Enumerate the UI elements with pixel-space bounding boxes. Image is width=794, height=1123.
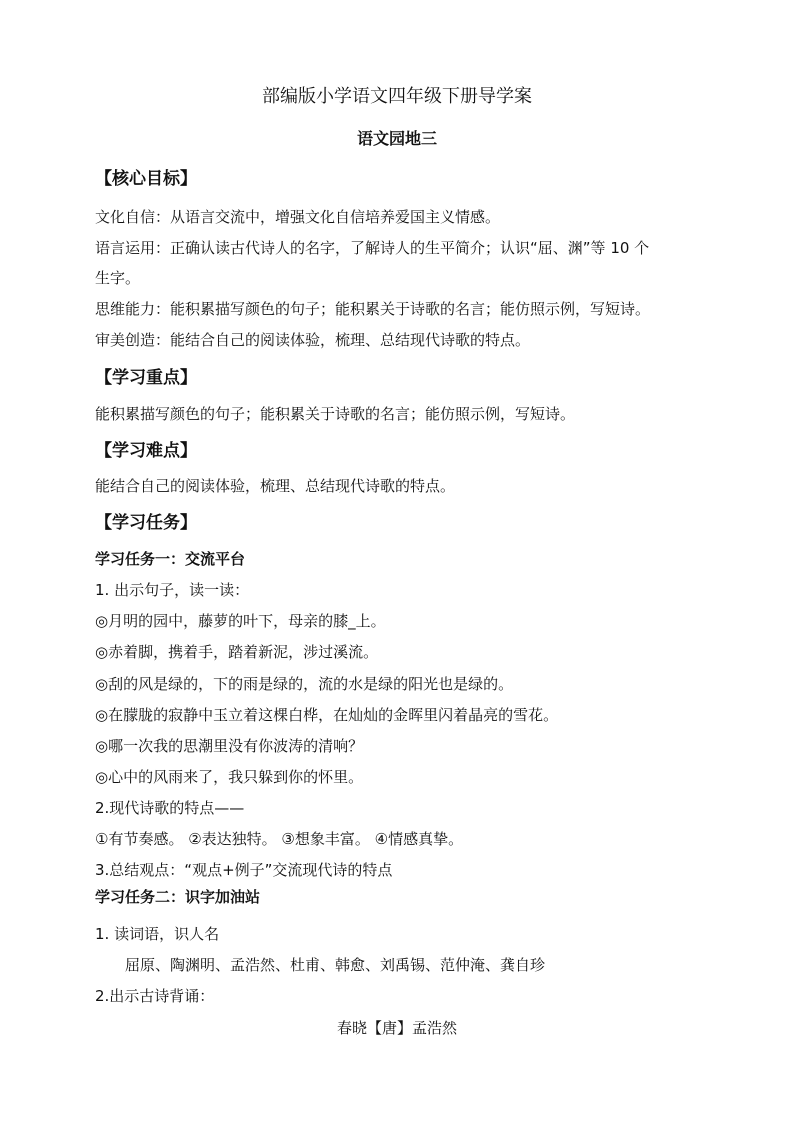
tasks-heading: 【学习任务】 xyxy=(95,513,197,533)
focus-heading: 【学习重点】 xyxy=(95,368,197,388)
task1-line: 1. 出示句子，读一读： xyxy=(95,581,250,599)
task1-line: ◎哪一次我的思潮里没有你波涛的清响？ xyxy=(95,737,364,755)
focus-text: 能积累描写颜色的句子；能积累关于诗歌的名言；能仿照示例，写短诗。 xyxy=(95,405,576,423)
task2-line: 2.出示古诗背诵： xyxy=(95,987,215,1005)
goal-line: 语言运用：正确认读古代诗人的名字，了解诗人的生平简介；认识“屈、渊”等 10 个 xyxy=(95,239,650,257)
task1-line: ◎赤着脚，携着手，踏着新泥，涉过溪流。 xyxy=(95,643,379,661)
document-title: 部编版小学语文四年级下册导学案 xyxy=(262,86,532,107)
task1-line: ◎月明的园中，藤萝的叶下，母亲的膝_上。 xyxy=(95,612,386,630)
task1-line: 2.现代诗歌的特点—— xyxy=(95,799,245,817)
difficulty-text: 能结合自己的阅读体验，梳理、总结现代诗歌的特点。 xyxy=(95,477,456,495)
document-subtitle: 语文园地三 xyxy=(356,129,437,148)
goal-line: 思维能力：能积累描写颜色的句子；能积累关于诗歌的名言；能仿照示例，写短诗。 xyxy=(95,300,651,318)
task2-line: 1. 读词语，识人名 xyxy=(95,925,220,943)
task1-line: ◎在朦胧的寂静中玉立着这棵白桦，在灿灿的金晖里闪着晶亮的雪花。 xyxy=(95,706,559,724)
goal-line: 文化自信：从语言交流中，增强文化自信培养爱国主义情感。 xyxy=(95,208,501,226)
task1-title: 学习任务一：交流平台 xyxy=(95,550,246,568)
goal-line: 生字。 xyxy=(95,269,141,287)
poet-names: 屈原、陶渊明、孟浩然、杜甫、韩愈、刘禹锡、范仲淹、龚自珍 xyxy=(125,956,546,974)
task1-line: ①有节奏感。 ②表达独特。 ③想象丰富。 ④情感真挚。 xyxy=(95,830,464,848)
task1-line: ◎心中的风雨来了，我只躲到你的怀里。 xyxy=(95,768,364,786)
goal-line: 审美创造：能结合自己的阅读体验，梳理、总结现代诗歌的特点。 xyxy=(95,331,531,349)
poem-title: 春晓【唐】孟浩然 xyxy=(336,1019,457,1037)
difficulty-heading: 【学习难点】 xyxy=(95,441,197,461)
goals-heading: 【核心目标】 xyxy=(95,169,197,189)
task1-line: 3.总结观点：“观点+例子”交流现代诗的特点 xyxy=(95,861,393,879)
task2-title: 学习任务二：识字加油站 xyxy=(95,888,261,906)
task1-line: ◎刮的风是绿的，下的雨是绿的，流的水是绿的阳光也是绿的。 xyxy=(95,675,514,693)
